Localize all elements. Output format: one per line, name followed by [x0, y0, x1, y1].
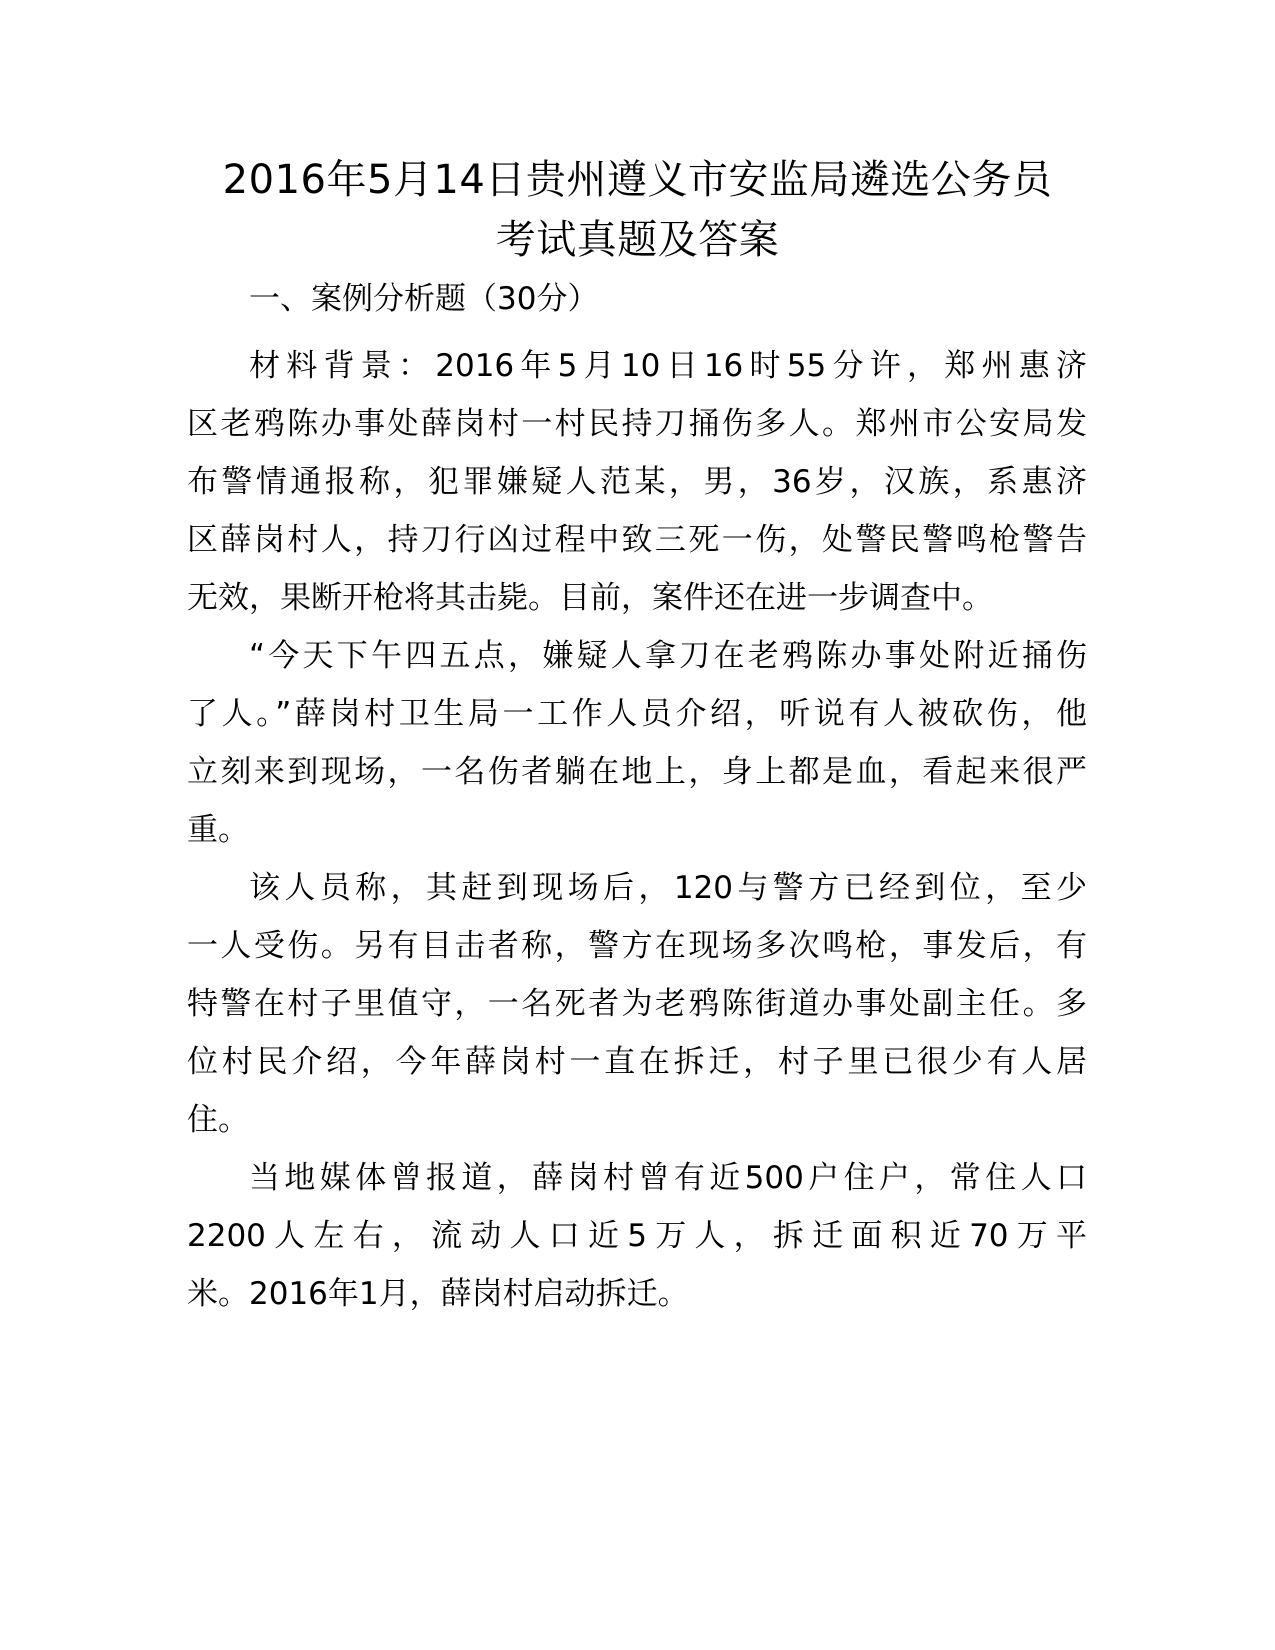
paragraph-line: 重。 — [187, 812, 249, 848]
paragraph-line: 位村民介绍，今年薛岗村一直在拆迁，村子里已很少有人居 — [187, 1044, 1087, 1080]
paragraph-line: 无效，果断开枪将其击毙。目前，案件还在进一步调查中。 — [187, 580, 993, 616]
paragraph-2 — [187, 627, 1087, 859]
paragraph-line: 当地媒体曾报道，薛岗村曾有近500户住户，常住人口 — [249, 1160, 1087, 1196]
paragraph-line: 区老鸦陈办事处薛岗村一村民持刀捅伤多人。郑州市公安局发 — [187, 406, 1087, 442]
paragraph-line: 特警在村子里值守，一名死者为老鸦陈街道办事处副主任。多 — [187, 986, 1087, 1022]
paragraph-line: 住。 — [187, 1102, 249, 1138]
section-heading-text: 一、案例分析题（30分） — [249, 281, 599, 317]
paragraph-line: 立刻来到现场，一名伤者躺在地上，身上都是血，看起来很严 — [187, 754, 1087, 790]
paragraph-line: 2200人左右，流动人口近5万人，拆迁面积近70万平 — [187, 1218, 1087, 1254]
paragraph-4 — [187, 1149, 1087, 1323]
paragraph-1 — [187, 337, 1087, 627]
paragraph-line: 材料背景：2016年5月10日16时55分许，郑州惠济 — [249, 348, 1087, 384]
document-title-line-1: 2016年5月14日贵州遵义市安监局遴选公务员 — [222, 157, 1053, 203]
paragraph-line: “今天下午四五点，嫌疑人拿刀在老鸦陈办事处附近捅伤 — [249, 638, 1087, 674]
paragraph-line: 一人受伤。另有目击者称，警方在现场多次鸣枪，事发后，有 — [187, 928, 1087, 964]
paragraph-line: 该人员称，其赶到现场后，120与警方已经到位，至少 — [249, 870, 1087, 906]
section-heading — [187, 270, 1087, 328]
paragraph-line: 区薛岗村人，持刀行凶过程中致三死一伤，处警民警鸣枪警告 — [187, 522, 1087, 558]
document-title-line-2: 考试真题及答案 — [495, 217, 780, 263]
paragraph-3 — [187, 859, 1087, 1149]
paragraph-line: 了人。”薛岗村卫生局一工作人员介绍，听说有人被砍伤，他 — [187, 696, 1087, 732]
paragraph-line: 布警情通报称，犯罪嫌疑人范某，男，36岁，汉族，系惠济 — [187, 464, 1087, 500]
paragraph-line: 米。2016年1月，薛岗村启动拆迁。 — [187, 1276, 689, 1312]
